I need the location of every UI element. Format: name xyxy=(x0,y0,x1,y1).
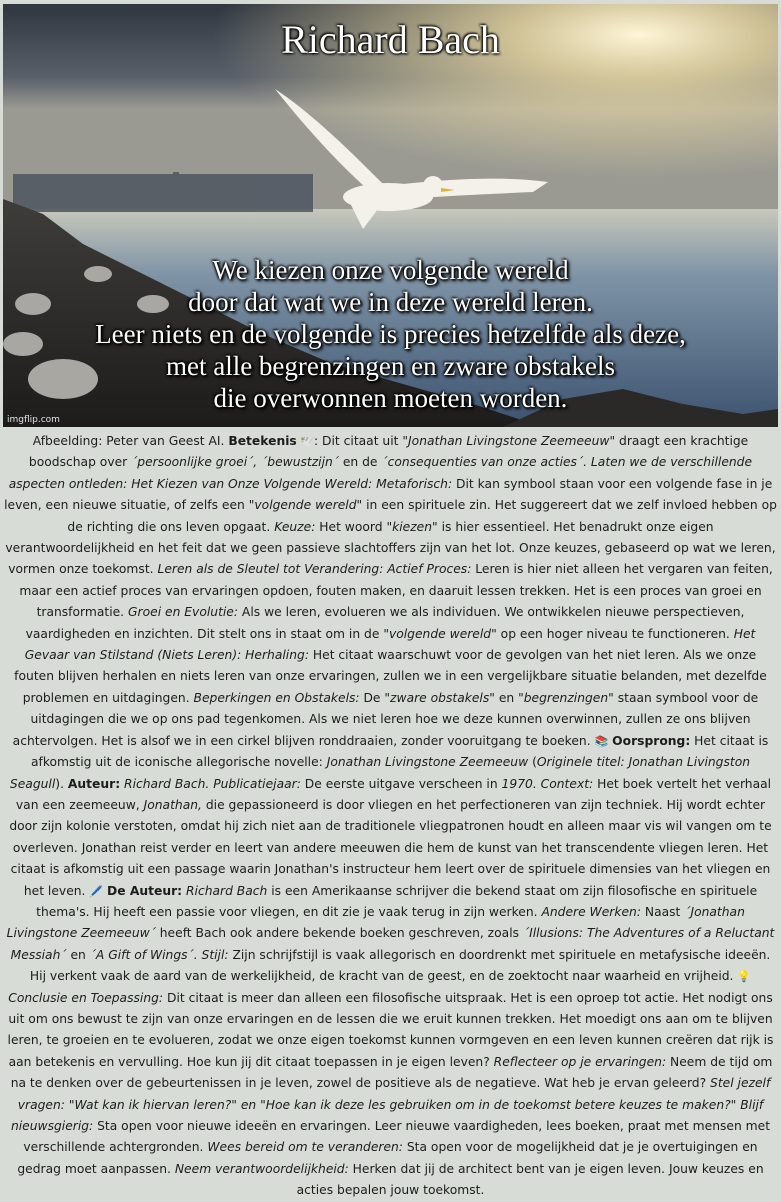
emphasis-text: Keuze: xyxy=(274,519,316,534)
emphasis-text: ´A Gift of Wings´. Stijl: xyxy=(89,947,229,962)
emphasis-text: ´Jonathan Livingstone Zeemeeuw´ xyxy=(6,904,745,941)
emphasis-text: Leren als de Sleutel tot Verandering: Actief Proces: xyxy=(157,562,472,577)
emphasis-text: Wees bereid om te veranderen: xyxy=(207,1140,403,1155)
body-text: op een hoger niveau te functioneren. xyxy=(496,626,734,641)
body-text: in een spirituele zin. Het suggereert dat we zelf invloed hebben op de richting die ons leven opgaat. xyxy=(67,498,777,534)
emphasis-text: "zware obstakels" xyxy=(384,690,495,705)
body-text: is een Amerikaanse schrijver die bekend staat om zijn filosofische en spirituele thema's. Hij heeft een passie voor vliegen, en dit zie je vaak terug in zijn werken. xyxy=(36,883,758,919)
emphasis-text: Beperkingen en Obstakels: xyxy=(193,690,360,705)
emphasis-text: Richard Bach xyxy=(185,883,268,898)
lightbulb-icon: 💡 xyxy=(737,970,752,984)
body-text: heeft Bach ook andere bekende boeken geschreven, zoals xyxy=(155,926,523,941)
body-text: Het citaat is afkomstig uit de iconische allegorische novelle: xyxy=(30,733,769,770)
heading-label: Betekenis xyxy=(228,434,297,448)
meme-quote xyxy=(3,254,778,414)
emphasis-text: Andere Werken: xyxy=(541,904,641,919)
body-text: Afbeelding: Peter van Geest AI. xyxy=(32,434,229,448)
description-text xyxy=(3,431,778,1202)
body-text: Het citaat waarschuwt voor de gevolgen van het niet leren. Als we onze fouten blijven herhalen en niets leren van onze ervaringen, zullen we in een vergelijkbare situatie belanden, met dezelfde problemen en uitdagingen. xyxy=(14,648,767,705)
emphasis-text: "volgende wereld" xyxy=(383,626,497,641)
meme-title: Richard Bach xyxy=(281,17,500,62)
heading-label: De Auteur: xyxy=(107,883,183,898)
emphasis-text: Reflecteer op je ervaringen: xyxy=(493,1054,667,1069)
quote-line: door dat wat we in deze wereld leren. xyxy=(188,287,593,317)
body-text: en xyxy=(494,690,519,705)
emphasis-text: Stel jezelf vragen: "Wat kan ik hiervan leren?" en "Hoe kan ik deze les gebruiken om in de toekomst betere keuzes te maken?" Blijf nieuwsgierig: xyxy=(10,1076,771,1133)
body-text: die gepassioneerd is door vliegen en het perfectioneren van zijn techniek. Hij wordt echter door zijn kolonie verstoten, omdat hij zich niet aan de traditionele vliegpatronen houdt en alleen maar vis wil vangen om te overleven. Jonathan reist verder en leert van andere meeuwen die hem de kunst van het transcendente vliegen leren. Het citaat is afkomstig uit een passage waarin Jonathan's instructeur hem leert over de spirituele dimensies van het vliegen en het leven. xyxy=(9,797,772,898)
quote-line: Leer niets en de volgende is precies hetzelfde als deze, xyxy=(95,319,686,349)
body-text: en xyxy=(66,947,90,962)
quote-line: met alle begrenzingen en zware obstakels xyxy=(165,351,616,381)
body-text: Dit citaat is meer dan alleen een filosofische uitspraak. Het is een oproep tot actie. Het nodigt ons uit om ons bewust te zijn van onze ervaringen en de lessen die we eruit kunnen trekken. Het moedigt ons aan om te blijven leren, te groeien en te evolueren, zodat we onze eigen toekomst kunnen vormgeven en een leven kunnen creëren dat rijk is aan betekenis en vervulling. Hoe kun jij dit citaat toepassen in je eigen leven? xyxy=(7,990,774,1069)
quote-line: We kiezen onze volgende wereld xyxy=(212,255,569,285)
watermark: imgflip.com xyxy=(7,415,60,425)
body-text: Neem de tijd om na te denken over de gebeurtenissen in je leven, zowel de positieve als de negatieve. Wat heb je ervan geleerd? xyxy=(10,1054,773,1091)
body-text: is hier essentieel. Het benadrukt onze eigen verantwoordelijkheid en het feit dat we geen passieve slachtoffers zijn van het lot. Onze keuzes, gebaseerd op wat we leren, vormen onze toekomst. xyxy=(5,519,776,577)
meme-image xyxy=(3,4,778,427)
body-text: draagt een krachtige boodschap over xyxy=(28,434,749,470)
emphasis-text: "volgende wereld" xyxy=(248,498,363,513)
emphasis-text: "Jonathan Livingstone Zeemeeuw" xyxy=(402,434,616,448)
emphasis-text: Jonathan Livingstone Zeemeeuw xyxy=(326,755,529,770)
pen-icon: 🖊️ xyxy=(89,884,104,898)
emphasis-text: Richard Bach. Publicatiejaar: xyxy=(124,776,301,791)
body-text: Herken dat jij de architect bent van je eigen leven. Jouw keuzes en acties bepalen jouw toekomst. xyxy=(296,1161,764,1198)
books-icon: 📚 xyxy=(594,734,609,748)
body-text: Sta open voor nieuwe ideeën en ervaringen. Leer nieuwe vaardigheden, lees boeken, praat met mensen met verschillende achtergronden. xyxy=(23,1119,771,1155)
emphasis-text: Originele titel: Jonathan Livingston Seagull xyxy=(9,755,751,791)
body-text: Dit kan symbool staan voor een volgende fase in je leven, een nieuwe situatie, of zelfs een xyxy=(4,476,773,513)
body-text: Als we leren, evolueren we als individuen. We ontwikkelen nieuwe perspectieven, vaardigheden en inzichten. Dit stelt ons in staat om in de xyxy=(25,605,745,641)
emphasis-text: Conclusie en Toepassing: xyxy=(8,990,164,1005)
body-text: Het boek vertelt het verhaal van een zeemeeuw, xyxy=(15,776,772,812)
body-text: Leren is hier niet alleen het vergaren van feiten, maar een actief proces van ervaringen opdoen, fouten maken, en daaruit lessen trekken. Het is een proces van groei en transformatie. xyxy=(19,562,773,620)
body-text: en de xyxy=(338,455,382,470)
heading-label: Oorsprong: xyxy=(612,733,691,748)
body-text: De eerste uitgave verscheen in xyxy=(300,776,502,791)
body-text: Naast xyxy=(640,904,685,919)
emphasis-text: Groei en Evolutie: xyxy=(128,605,239,620)
body-text: ( xyxy=(528,755,537,770)
emphasis-text: ´consequenties van onze acties´. Laten we de verschillende aspecten ontleden: Het Kiezen van Onze Volgende Wereld: Metaforisch: xyxy=(8,455,753,491)
body-text: De xyxy=(359,690,385,705)
emphasis-text: ´persoonlijke groei´, ´bewustzijn´ xyxy=(131,455,339,470)
body-text: Het woord xyxy=(315,519,387,534)
heading-label: Auteur: xyxy=(67,776,121,791)
emphasis-text: 1970. Context: xyxy=(501,776,594,791)
quote-line: die overwonnen moeten worden. xyxy=(213,383,568,413)
emphasis-text: "begrenzingen" xyxy=(518,690,614,705)
body-text: Zijn schrijfstijl is vaak allegorisch en doordrenkt met spirituele en metafysische ideeën. Hij verkent vaak de aard van de werkelijkheid, de kracht van de geest, en de zoektocht naar waarheid en vrijheid. xyxy=(29,947,771,984)
body-text: staan symbool voor de uitdagingen die we op ons pad tegenkomen. Als we niet leren hoe we deze kunnen overwinnen, zullen ze ons blijven achtervolgen. Het is alsof we in een cirkel blijven ronddraaien, zonder vooruitgang te boeken. xyxy=(12,690,759,748)
body-text: Sta open voor de mogelijkheid dat je je overtuigingen en gedrag moet aanpassen. xyxy=(17,1140,758,1176)
emphasis-text: ´Illusions: The Adventures of a Reluctant Messiah´ xyxy=(10,926,775,962)
emphasis-text: Neem verantwoordelijkheid: xyxy=(174,1161,349,1176)
emphasis-text: "kiezen" xyxy=(386,519,438,534)
feather-icon: 🕊️ xyxy=(296,435,314,448)
emphasis-text: Jonathan, xyxy=(143,797,202,812)
body-text: ). xyxy=(55,776,68,791)
body-text: : Dit citaat uit xyxy=(313,434,403,448)
emphasis-text: Het Gevaar van Stilstand (Niets Leren): Herhaling: xyxy=(24,626,756,663)
